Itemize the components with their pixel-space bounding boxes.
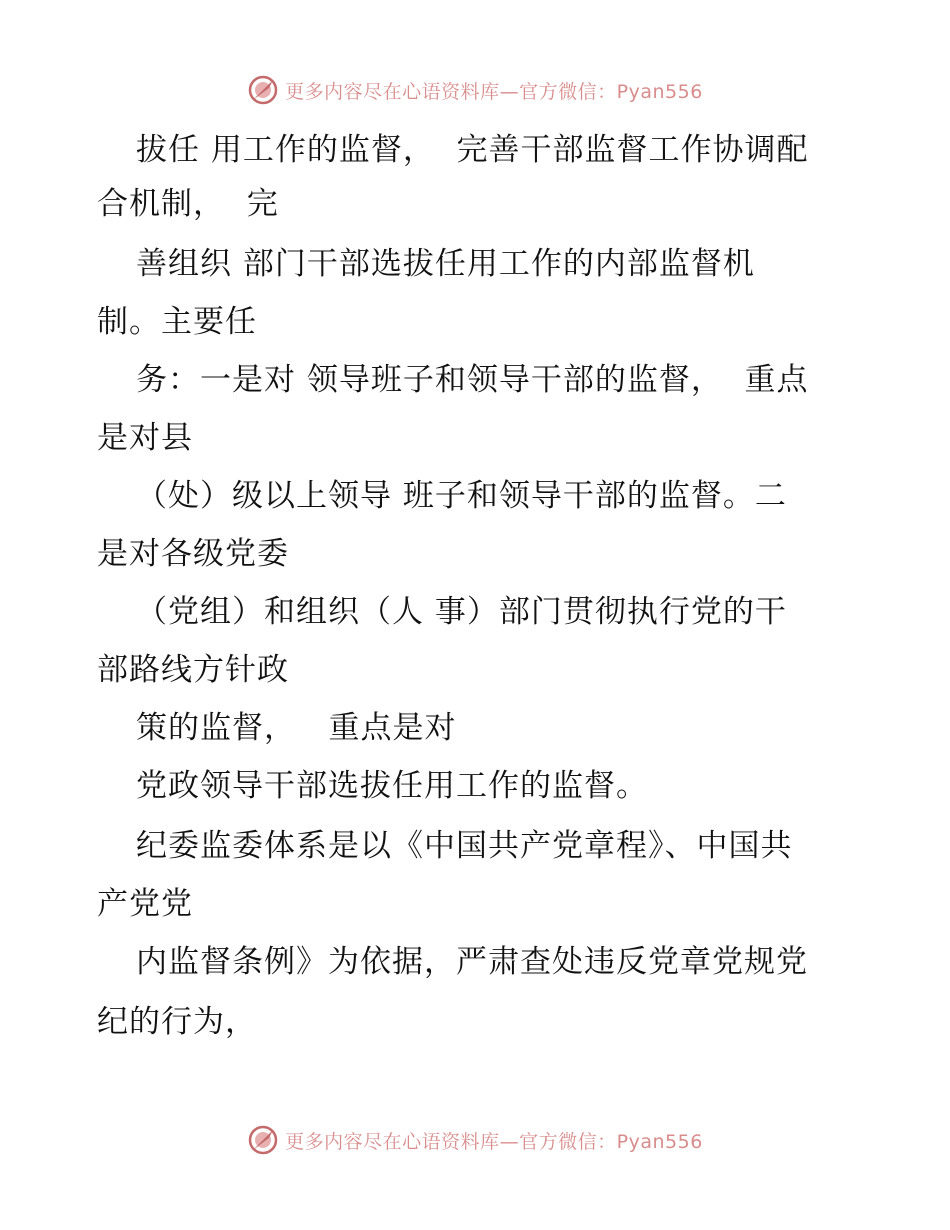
header-watermark: [0, 70, 950, 110]
body-line-9: （党组）和组织（人 事）部门贯彻执行党的干: [136, 594, 787, 630]
body-line-11: 策的监督， 重点是对: [136, 710, 457, 746]
quill-logo-icon: [247, 74, 279, 106]
body-line-5: 务：一是对 领导班子和领导干部的监督， 重点: [136, 362, 809, 398]
body-line-14: 产党党: [97, 886, 193, 922]
quill-logo-icon: [247, 1124, 279, 1156]
body-line-12: 党政领导干部选拔任用工作的监督。: [136, 768, 648, 804]
body-line-10: 部路线方针政: [97, 652, 289, 688]
body-line-3: 善组织 部门干部选拔任用工作的内部监督机: [136, 246, 755, 282]
body-line-2: 合机制， 完: [97, 186, 279, 222]
watermark-text: 更多内容尽在心语资料库—官方微信：Pyan556: [285, 1130, 703, 1153]
body-line-1: 拔任 用工作的监督， 完善干部监督工作协调配: [136, 132, 809, 168]
body-line-8: 是对各级党委: [97, 536, 289, 572]
body-line-16: 纪的行为，: [97, 1004, 257, 1040]
body-line-6: 是对县: [97, 420, 193, 456]
watermark-text: 更多内容尽在心语资料库—官方微信：Pyan556: [285, 80, 703, 103]
body-line-15: 内监督条例》为依据，严肃查处违反党章党规党: [136, 944, 808, 980]
body-line-4: 制。主要任: [97, 304, 257, 340]
body-line-7: （处）级以上领导 班子和领导干部的监督。二: [136, 478, 787, 514]
body-line-13: 纪委监委体系是以《中国共产党章程》、中国共: [136, 828, 793, 864]
footer-watermark: [0, 1120, 950, 1160]
